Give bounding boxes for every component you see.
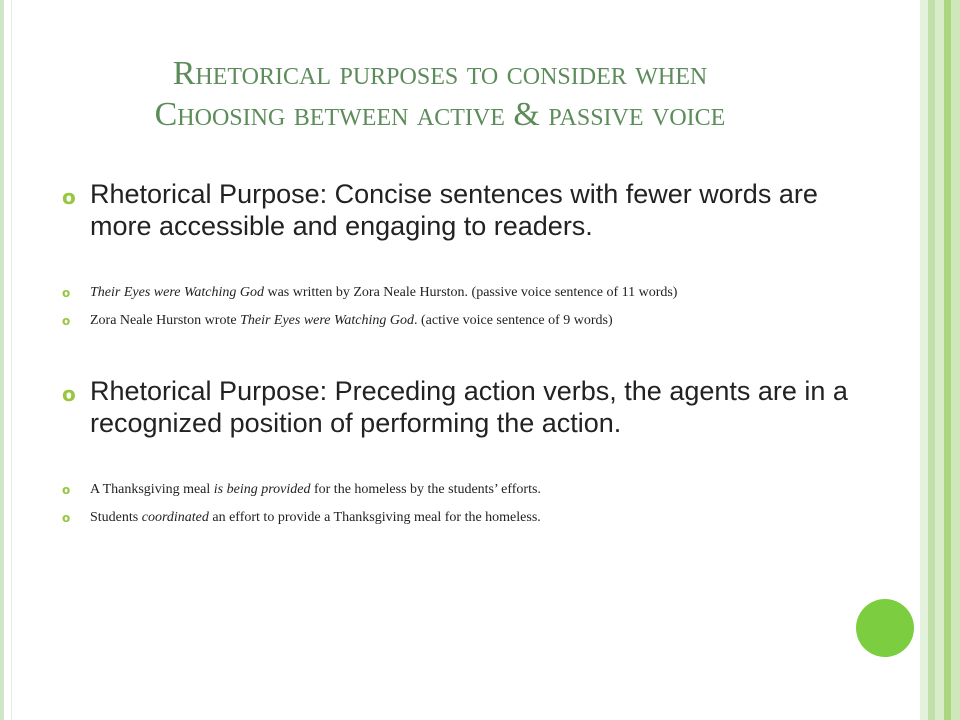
bullet-item-level2	[62, 481, 862, 498]
bullet-text: an effort to provide a Thanksgiving meal for the homeless.	[208, 510, 541, 525]
bullet-text: for the homeless by the students’ efforts.	[310, 482, 541, 497]
bullet-text: Rhetorical Purpose: Preceding action verbs, the agents are in a recognized position of performing the action.	[90, 376, 848, 438]
decorative-green-circle	[856, 599, 914, 657]
bullet-item-level1	[62, 178, 862, 242]
spacer	[62, 439, 862, 481]
stripe	[935, 0, 944, 720]
right-stripe-decoration	[920, 0, 960, 720]
bullet-text: . (active voice sentence of 9 words)	[414, 313, 613, 328]
bullet-text: Students	[90, 510, 142, 525]
bullet-icon: o	[62, 382, 76, 406]
book-title: Their Eyes were Watching God	[90, 285, 264, 300]
book-title: Their Eyes were Watching God	[240, 313, 415, 328]
bullet-list	[62, 178, 862, 526]
emphasis-verb: coordinated	[141, 510, 209, 525]
stripe	[920, 0, 928, 720]
title-line-2: Choosing between active & passive voice	[154, 95, 726, 133]
bullet-icon: o	[62, 314, 71, 328]
bullet-item-level1	[62, 375, 862, 439]
bullet-item-level2	[62, 284, 862, 301]
bullet-text: Rhetorical Purpose: Concise sentences with fewer words are more accessible and engaging to readers.	[90, 179, 818, 241]
bullet-text: Zora Neale Hurston wrote	[90, 313, 241, 328]
bullet-icon: o	[62, 185, 76, 209]
spacer	[62, 301, 862, 312]
stripe	[928, 0, 935, 720]
bullet-text: was written by Zora Neale Hurston. (passive voice sentence of 11 words)	[263, 285, 678, 300]
bullet-icon: o	[62, 483, 71, 497]
spacer	[62, 329, 862, 375]
bullet-icon: o	[62, 511, 71, 525]
left-border-decoration	[0, 0, 12, 720]
title-line-1: Rhetorical purposes to consider when	[172, 55, 708, 92]
spacer	[62, 498, 862, 509]
stripe	[944, 0, 951, 720]
slide-title	[30, 54, 850, 136]
bullet-item-level2	[62, 312, 862, 329]
bullet-item-level2	[62, 509, 862, 526]
bullet-icon: o	[62, 286, 71, 300]
emphasis-verb: is being provided	[213, 482, 311, 497]
spacer	[62, 242, 862, 284]
bullet-text: A Thanksgiving meal	[90, 482, 214, 497]
stripe	[951, 0, 960, 720]
